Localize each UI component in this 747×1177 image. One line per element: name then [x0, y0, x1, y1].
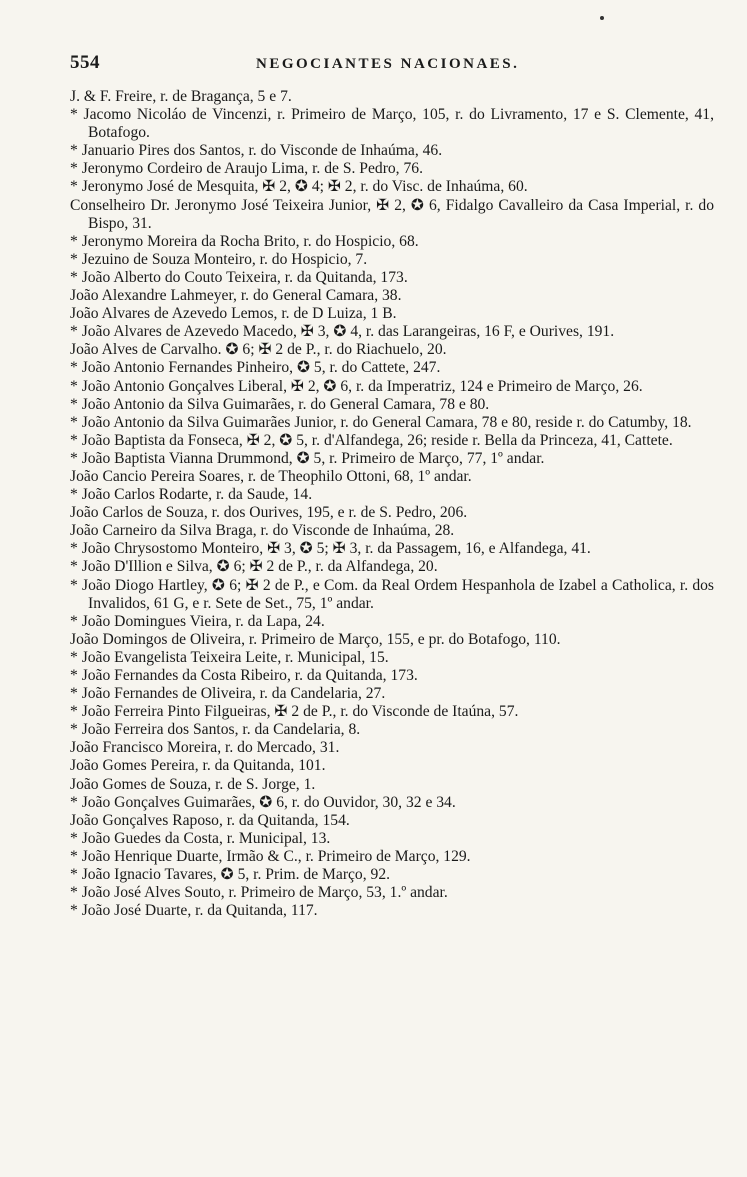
directory-entry: * João Fernandes da Costa Ribeiro, r. da Quitanda, 173. [70, 667, 418, 684]
running-title: NEGOCIANTES NACIONAES. [256, 56, 520, 72]
directory-entry: João Alexandre Lahmeyer, r. do General Camara, 38. [70, 287, 402, 305]
directory-entry: * Jacomo Nicoláo de Vincenzi, r. Primeiro de Março, 105, r. do Livramento, 17 e S. Clemente, 41, Botafogo. [70, 106, 714, 142]
directory-entry: * Jeronymo Moreira da Rocha Brito, r. do Hospicio, 68. [70, 232, 419, 250]
directory-entry: * João Antonio Gonçalves Liberal, ✠ 2, ✪ 6, r. da Imperatriz, 124 e Primeiro de Março, 26. [70, 377, 643, 395]
directory-entry: * João Alvares de Azevedo Macedo, ✠ 3, ✪ 4, r. das Larangeiras, 16 F, e Ourives, 191. [70, 323, 615, 341]
directory-entry: * João D'Illion e Silva, ✪ 6; ✠ 2 de P., r. da Alfandega, 20. [70, 558, 438, 576]
directory-entry: * João Antonio Fernandes Pinheiro, ✪ 5, r. do Cattete, 247. [70, 359, 441, 377]
directory-entry: João Cancio Pereira Soares, r. de Theophilo Ottoni, 68, 1º andar. [70, 467, 472, 485]
document-page [70, 52, 714, 920]
directory-entry: João Francisco Moreira, r. do Mercado, 31. [70, 739, 340, 757]
directory-entry: João Domingos de Oliveira, r. Primeiro de Março, 155, e pr. do Botafogo, 110. [70, 630, 561, 648]
directory-entry: João Gonçalves Raposo, r. da Quitanda, 154. [70, 811, 350, 829]
page-number: 554 [70, 52, 100, 73]
directory-entry: * Jezuino de Souza Monteiro, r. do Hospicio, 7. [70, 250, 368, 268]
directory-entry: João Alves de Carvalho. ✪ 6; ✠ 2 de P., r. do Riachuelo, 20. [70, 341, 447, 359]
directory-entry: * João Antonio da Silva Guimarães, r. do General Camara, 78 e 80. [70, 395, 490, 413]
directory-entry: * João José Alves Souto, r. Primeiro de Março, 53, 1.º andar. [70, 884, 448, 902]
directory-entry: João Carneiro da Silva Braga, r. do Visconde de Inhaúma, 28. [70, 522, 455, 540]
page-header [70, 52, 714, 86]
directory-entry: * João Chrysostomo Monteiro, ✠ 3, ✪ 5; ✠ 3, r. da Passagem, 16, e Alfandega, 41. [70, 540, 591, 558]
directory-entry: * João Ferreira dos Santos, r. da Candelaria, 8. [70, 721, 361, 739]
directory-entry: * João Ignacio Tavares, ✪ 5, r. Prim. de Março, 92. [70, 866, 391, 884]
ink-speck [600, 16, 604, 20]
directory-entry: João Gomes de Souza, r. de S. Jorge, 1. [70, 775, 316, 793]
directory-entry: * João Evangelista Teixeira Leite, r. Municipal, 15. [70, 648, 389, 666]
directory-entry: * Januario Pires dos Santos, r. do Visconde de Inhaúma, 46. [70, 142, 443, 160]
directory-entry: * João Baptista da Fonseca, ✠ 2, ✪ 5, r. d'Alfandega, 26; reside r. Bella da Princeza, 41, Cattete. [70, 431, 673, 449]
directory-entry: * João Alberto do Couto Teixeira, r. da Quitanda, 173. [70, 268, 408, 286]
directory-entry: Conselheiro Dr. Jeronymo José Teixeira Junior, ✠ 2, ✪ 6, Fidalgo Cavalleiro da Casa Imperial, r. do Bispo, 31. [70, 196, 714, 232]
directory-entry: * João Guedes da Costa, r. Municipal, 13. [70, 829, 331, 847]
directory-entry: * Jeronymo José de Mesquita, ✠ 2, ✪ 4; ✠ 2, r. do Visc. de Inhaúma, 60. [70, 178, 528, 196]
directory-entry: * João Carlos Rodarte, r. da Saude, 14. [70, 486, 313, 504]
directory-entry: * João Antonio da Silva Guimarães Junior, r. do General Camara, 78 e 80, reside r. do Catumby, 18. [70, 413, 692, 431]
directory-entry: João Alvares de Azevedo Lemos, r. de D Luiza, 1 B. [70, 305, 397, 323]
directory-entry: * João Domingues Vieira, r. da Lapa, 24. [70, 612, 325, 630]
directory-entry: J. & F. Freire, r. de Bragança, 5 e 7. [70, 88, 292, 105]
directory-entry: * João Henrique Duarte, Irmão & C., r. Primeiro de Março, 129. [70, 847, 471, 865]
directory-entry: João Gomes Pereira, r. da Quitanda, 101. [70, 757, 326, 775]
directory-entry: * João Ferreira Pinto Filgueiras, ✠ 2 de P., r. do Visconde de Itaúna, 57. [70, 703, 519, 721]
directory-entry: * João Diogo Hartley, ✪ 6; ✠ 2 de P., e Com. da Real Ordem Hespanhola de Izabel a Catholica, r. dos Invalidos, 61 G, e r. Sete de Set., 75, 1º andar. [70, 576, 714, 612]
directory-entry: * João Gonçalves Guimarães, ✪ 6, r. do Ouvidor, 30, 32 e 34. [70, 793, 456, 811]
directory-entries [70, 88, 714, 920]
directory-entry: João Carlos de Souza, r. dos Ourives, 195, e r. de S. Pedro, 206. [70, 504, 468, 522]
directory-entry: * João Fernandes de Oliveira, r. da Candelaria, 27. [70, 685, 386, 703]
directory-entry: * João Baptista Vianna Drummond, ✪ 5, r. Primeiro de Março, 77, 1º andar. [70, 449, 545, 467]
directory-entry: * João José Duarte, r. da Quitanda, 117. [70, 902, 318, 920]
directory-entry: * Jeronymo Cordeiro de Araujo Lima, r. de S. Pedro, 76. [70, 160, 423, 178]
